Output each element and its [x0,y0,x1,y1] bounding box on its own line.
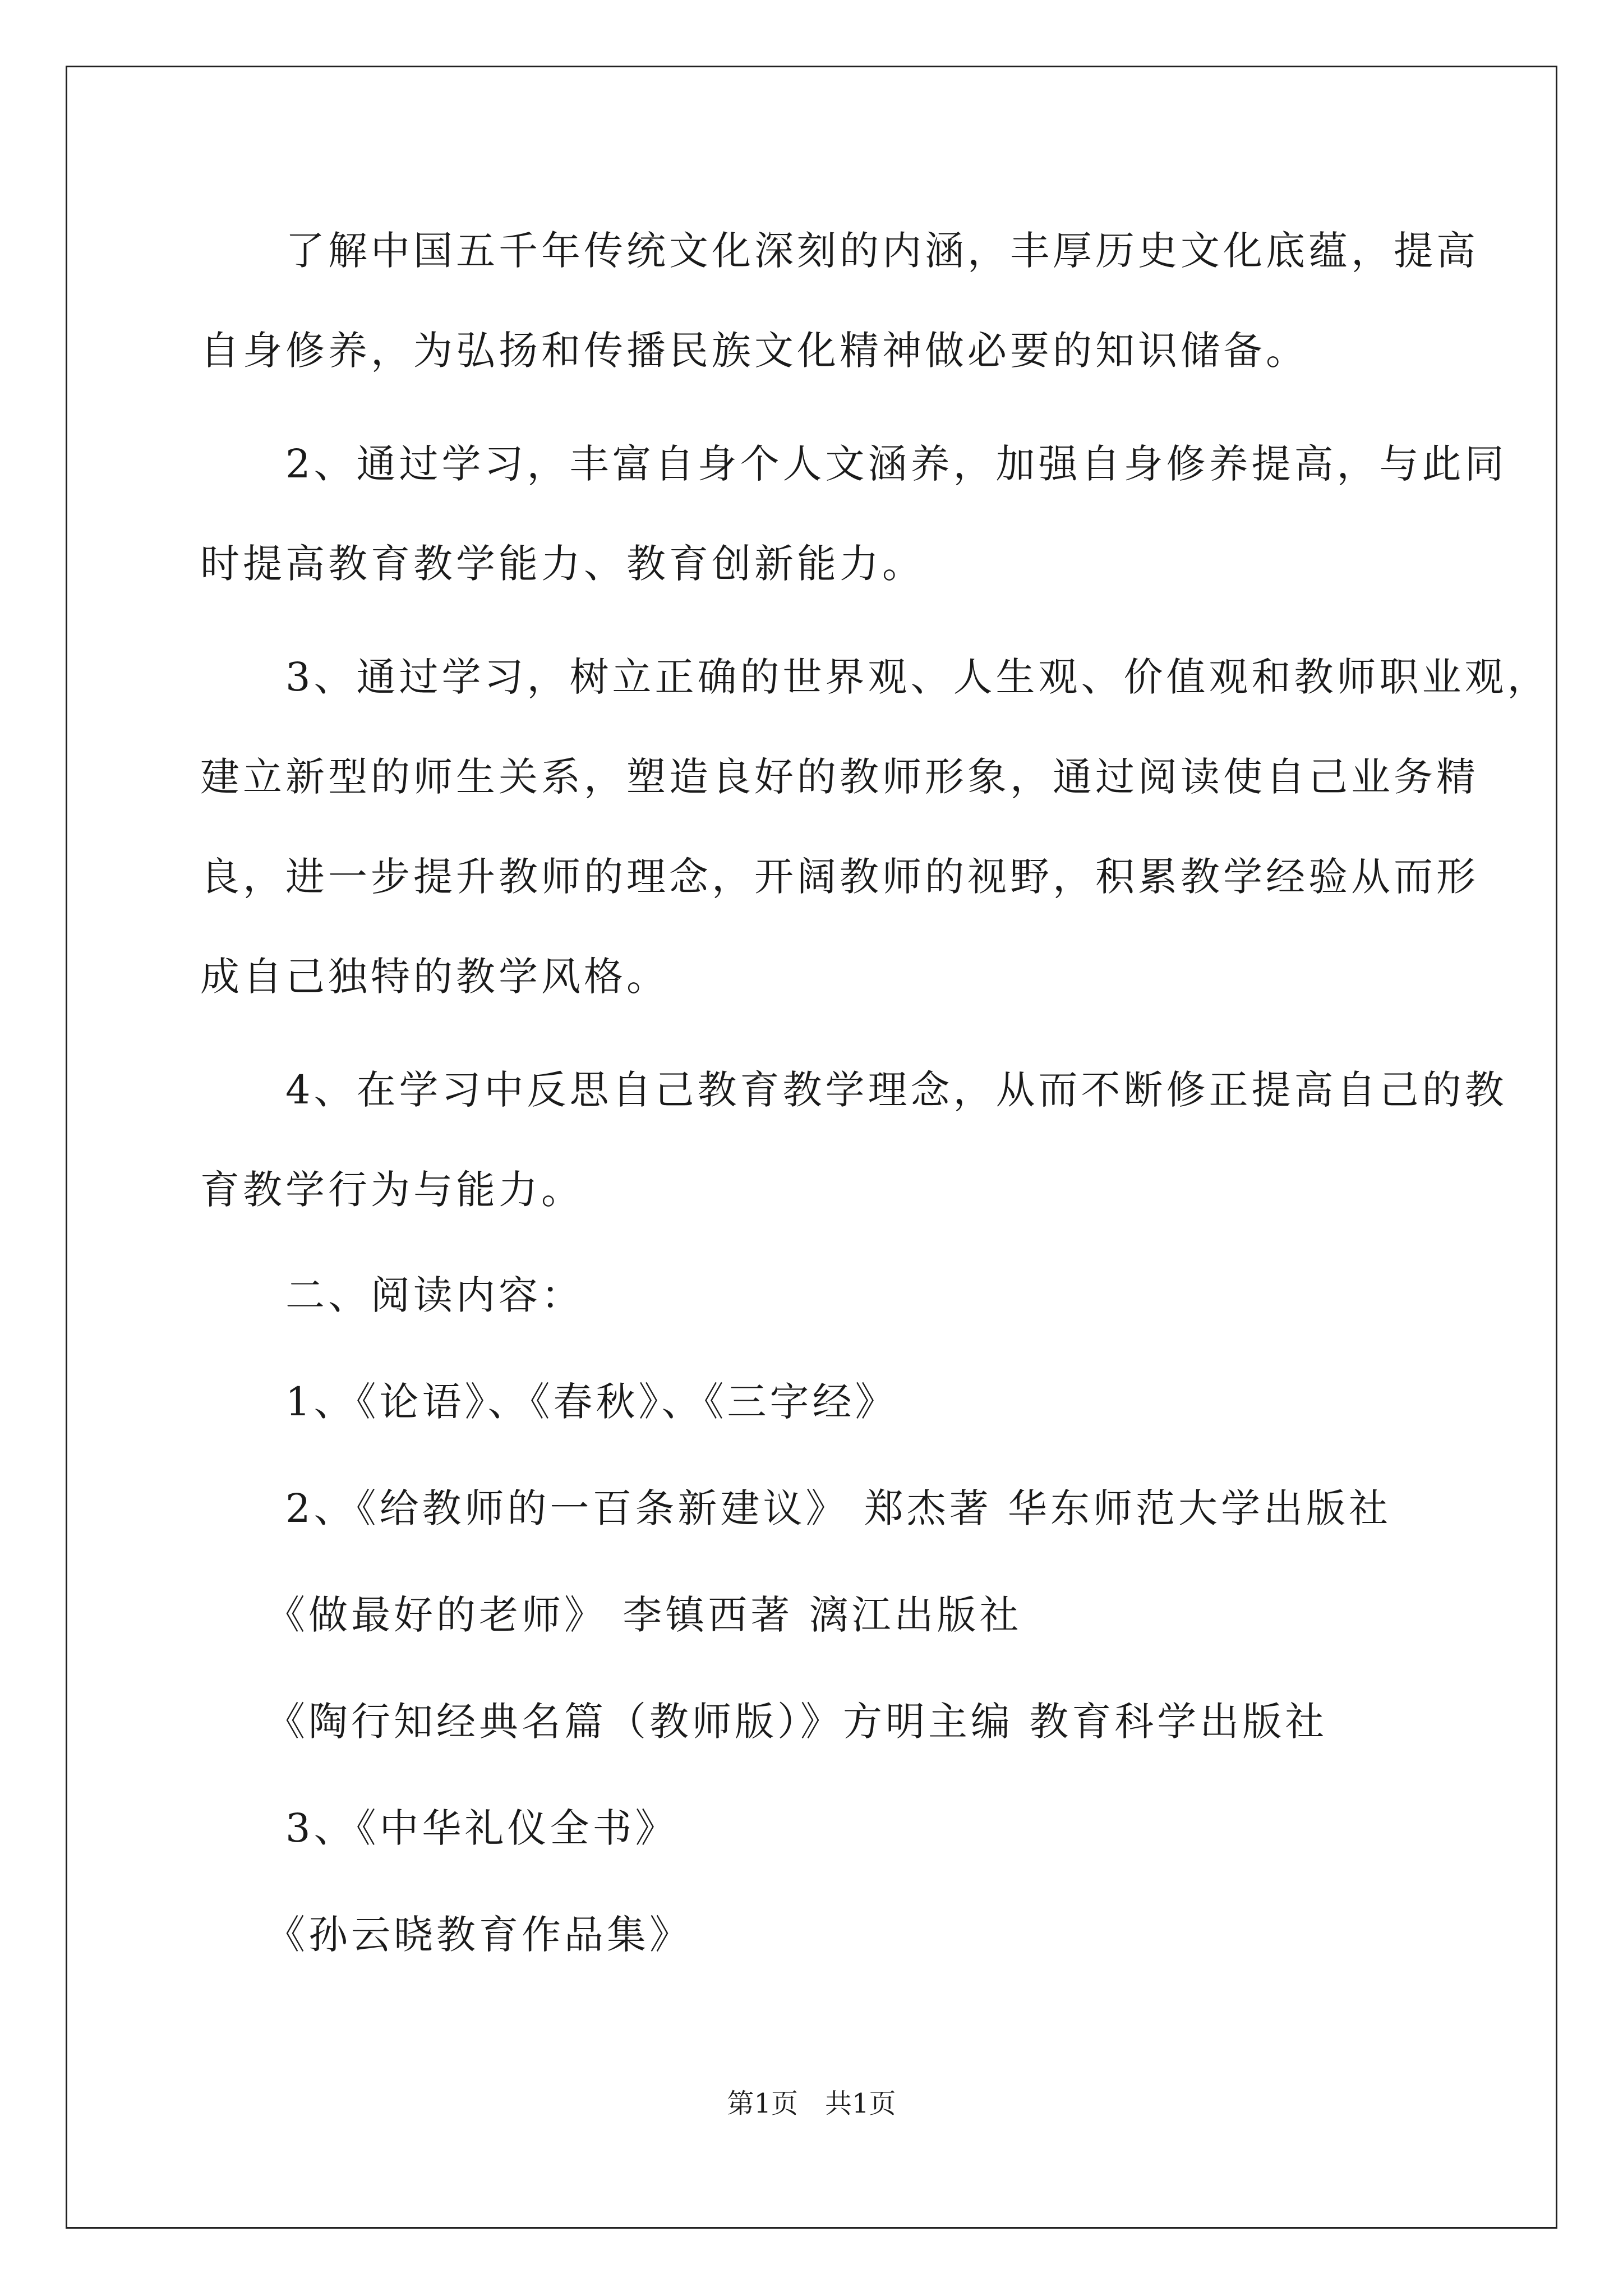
paragraph-line: 成自己独特的教学风格。 [200,954,669,1000]
paragraph-line: 4、在学习中反思自己教育教学理念，从而不断修正提高自己的教 [200,1067,1507,1113]
page-footer [0,2087,1623,2120]
page-number-total: 共1页 [825,2088,896,2119]
paragraph-line: 育教学行为与能力。 [200,1167,584,1213]
paragraph-line: 建立新型的师生关系，塑造良好的教师形象，通过阅读使自己业务精 [200,754,1479,800]
reading-item: 2、《给教师的一百条新建议》 郑杰著 华东师范大学出版社 [200,1485,1392,1531]
paragraph-line: 时提高教育教学能力、教育创新能力。 [200,541,925,587]
reading-item: 《做最好的老师》 李镇西著 漓江出版社 [200,1592,1022,1638]
paragraph-line: 良，进一步提升教师的理念，开阔教师的视野，积累教学经验从而形 [200,854,1479,900]
reading-item: 1、《论语》、《春秋》、《三字经》 [200,1379,898,1425]
page-number-current: 第1页 [727,2088,798,2119]
paragraph-line: 3、通过学习，树立正确的世界观、人生观、价值观和教师职业观， [200,654,1550,700]
reading-item: 《孙云晓教育作品集》 [200,1912,692,1958]
paragraph-line: 2、通过学习，丰富自身个人文涵养，加强自身修养提高，与此同 [200,441,1507,487]
reading-item: 3、《中华礼仪全书》 [200,1805,678,1851]
paragraph-line: 自身修养，为弘扬和传播民族文化精神做必要的知识储备。 [200,328,1308,374]
page-border [66,66,1557,2229]
reading-item: 《陶行知经典名篇（教师版）》方明主编 教育科学出版社 [200,1699,1328,1745]
paragraph-line: 了解中国五千年传统文化深刻的内涵，丰厚历史文化底蕴，提高 [200,228,1479,274]
section-heading: 二、阅读内容： [200,1272,584,1318]
